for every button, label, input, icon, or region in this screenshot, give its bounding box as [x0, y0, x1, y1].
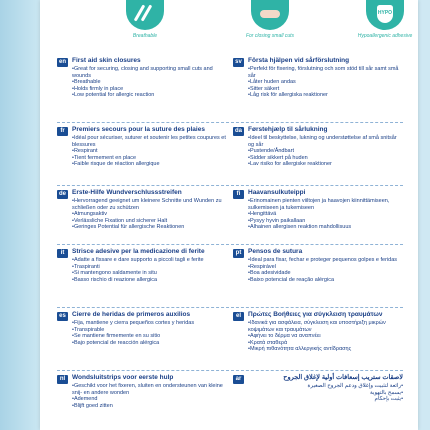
list-item: • Hengittävä	[248, 211, 403, 218]
feature-list	[248, 66, 403, 99]
section-title: Cierre de heridas de primeros auxilios	[72, 311, 191, 318]
list-item: • Ideel til beskyttelse, lukning og understøttelse af små snitsår og sår	[248, 135, 403, 148]
list-item: • Låg risk för allergiska reaktioner	[248, 92, 403, 99]
list-item: • Pustende/Åndbart	[248, 148, 403, 155]
breathable-icon	[126, 0, 164, 30]
list-item: • Great for securing, closing and supporting small cuts and wounds	[72, 66, 227, 79]
feature-list	[248, 257, 403, 283]
lang-badge-el: el	[233, 312, 244, 321]
list-item: • Hervorragend geeignet um kleinere Schnitte und Wunden zu schließen oder zu schützen	[72, 198, 227, 211]
list-item: • Si mantengono saldamente in situ	[72, 270, 227, 277]
list-item: • Holds firmly in place	[72, 86, 227, 93]
section-el	[233, 311, 403, 353]
list-item: • Tient fermement en place	[72, 155, 227, 162]
list-item: • رائعة لتثبيت وإغلاق ودعم الجروح الصغيرة	[248, 383, 403, 390]
list-item: • Blijft goed zitten	[72, 403, 227, 410]
list-item: • Baixo potencial de reação alérgica	[248, 277, 403, 284]
section-sv	[233, 57, 403, 99]
list-item: • Ademend	[72, 396, 227, 403]
breathable-feature	[110, 0, 180, 39]
list-item: • Fija, mantiene y cierra pequeños cortes y heridas	[72, 320, 227, 327]
feature-list	[72, 383, 227, 409]
list-item: • Geringes Potential für allergische Reaktionen	[72, 224, 227, 231]
section-en	[57, 57, 227, 99]
divider	[57, 122, 403, 124]
lang-badge-nl: nl	[57, 375, 68, 384]
list-item: • Se mantiene firmemente en su sitio	[72, 333, 227, 340]
small-cuts-feature	[235, 0, 305, 39]
feature-icons	[80, 0, 430, 50]
section-title: Haavansulkuteippi	[248, 189, 306, 196]
list-item: • Erinomainen pienten viiltojen ja haavojen kiinnittämiseen, sulkemiseen ja tukemiseen	[248, 198, 403, 211]
section-title: First aid skin closures	[72, 57, 141, 64]
list-item: • Boa adesividade	[248, 270, 403, 277]
left-background	[0, 0, 40, 430]
hypo-badge: HYPO	[377, 5, 393, 23]
package-panel	[40, 0, 418, 430]
hypoallergenic-caption: Hypoallergenic adhesive	[357, 33, 413, 39]
divider	[57, 307, 403, 309]
lang-badge-en: en	[58, 59, 66, 65]
list-item: • Pysyy hyvin paikallaan	[248, 218, 403, 225]
list-item: • Låter huden andas	[248, 79, 403, 86]
section-title: Premiers secours pour la suture des plaies	[72, 126, 205, 133]
list-item: • Atmungsaktiv	[72, 211, 227, 218]
list-item: • Faible risque de réaction allergique	[72, 161, 227, 168]
section-da	[233, 126, 403, 168]
list-item: • يسمح بالتهوية	[248, 390, 403, 397]
breathable-caption: Breathable	[132, 33, 158, 39]
lang-badge-it: it	[57, 249, 68, 258]
lang-badge-ar: ar	[233, 375, 244, 384]
section-pt	[233, 248, 403, 283]
lang-badge-fr: fr	[57, 127, 68, 136]
list-item: • Respirant	[72, 148, 227, 155]
section-title: Första hjälpen vid sårförslutning	[248, 57, 350, 64]
list-item: • Perfekt för fixering, förslutning och som stöd till sår samt små sår	[248, 66, 403, 79]
list-item: • Κρατά σταθερά	[248, 340, 403, 347]
section-title: Πρώτες Βοήθειες για σύγκλειση τραυμάτων	[248, 311, 383, 318]
small-cuts-caption: For closing small cuts	[245, 33, 295, 39]
list-item: • Ιδανικά για ασφάλεια, σύγκλειση και υποστήριξη μικρών κοψιμάτων και τραυμάτων	[248, 320, 403, 333]
lang-badge-es: es	[57, 312, 68, 321]
list-item: • Breathable	[72, 79, 227, 86]
right-background	[418, 0, 430, 430]
list-item: • Transpirable	[72, 327, 227, 334]
list-item: • Αφήνει το δέρμα να αναπνέει	[248, 333, 403, 340]
list-item: • Μικρή πιθανότητα αλλεργικής αντίδρασης	[248, 346, 403, 353]
section-it	[57, 248, 227, 283]
section-title: Pensos de sutura	[248, 248, 303, 255]
hypoallergenic-feature	[350, 0, 420, 39]
list-item: • Sidder sikkert på huden	[248, 155, 403, 162]
list-item: • Adatte a fissare e dare supporto a piccoli tagli e ferite	[72, 257, 227, 264]
divider	[57, 370, 403, 372]
lang-badge-pt: pt	[233, 249, 244, 258]
list-item: • Verlässliche Fixation und sicherer Halt	[72, 218, 227, 225]
section-title: Strisce adesive per la medicazione di ferite	[72, 248, 205, 255]
section-fr	[57, 126, 227, 168]
lang-badge-fi: fi	[233, 190, 244, 199]
list-item: • Basso rischio di reazione allergica	[72, 277, 227, 284]
list-item: • Sitter säkert	[248, 86, 403, 93]
divider	[57, 185, 403, 187]
section-title: Erste-Hilfe Wundverschlussstreifen	[72, 189, 182, 196]
section-title: Wondsluitstrips voor eerste hulp	[72, 374, 174, 381]
skin-closure-icon	[251, 0, 289, 30]
list-item: • Geschikt voor het fixeren, sluiten en ondersteunen van kleine snij- en andere wonden	[72, 383, 227, 396]
section-title: لاصقات ستريب إسعافات أولية لإغلاق الجروح	[283, 374, 403, 381]
feature-list	[72, 198, 227, 231]
feature-list	[248, 383, 403, 403]
list-item: • يثبت بإحكام	[248, 396, 403, 403]
lang-badge-sv: sv	[233, 58, 244, 67]
feature-list	[248, 135, 403, 168]
list-item: • Low potential for allergic reaction	[72, 92, 227, 99]
list-item: • Bajo potencial de reacción alérgica	[72, 340, 227, 347]
section-de	[57, 189, 227, 231]
lang-badge-da: da	[234, 128, 242, 134]
list-item: • Idéal pour sécuriser, suturer et soutenir les petites coupures et blessures	[72, 135, 227, 148]
feature-list	[72, 66, 227, 99]
shield-icon	[366, 0, 404, 30]
list-item: • Traspiranti	[72, 264, 227, 271]
list-item: • Respirável	[248, 264, 403, 271]
feature-list	[248, 320, 403, 353]
feature-list	[248, 198, 403, 231]
section-nl	[57, 374, 227, 409]
section-es	[57, 311, 227, 346]
divider	[57, 244, 403, 246]
feature-list	[72, 320, 227, 346]
section-title: Førstehjælp til sårlukning	[248, 126, 328, 133]
feature-list	[72, 135, 227, 168]
list-item: • Lav risiko for allergiske reaktioner	[248, 161, 403, 168]
section-fi	[233, 189, 403, 231]
feature-list	[72, 257, 227, 283]
lang-badge-de: de	[58, 191, 66, 197]
list-item: • Alhainen allergisen reaktion mahdollisuus	[248, 224, 403, 231]
section-ar	[233, 374, 403, 403]
list-item: • Ideal para fixar, fechar e proteger pequenos golpes e feridas	[248, 257, 403, 264]
